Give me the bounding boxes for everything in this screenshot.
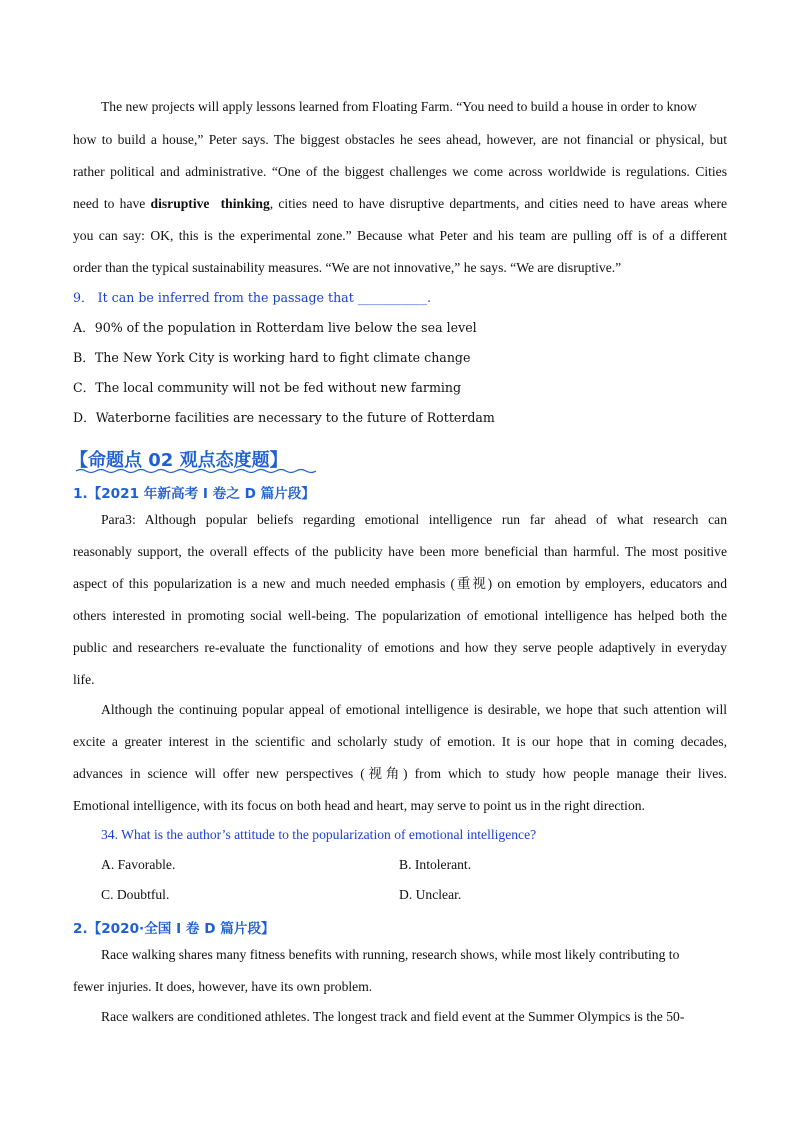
option-d: D．Waterborne facilities are necessary to the future of Rotterdam [73, 410, 495, 425]
passage-line: life. [73, 672, 95, 687]
section-header-text: 【命题点 02 观点态度题】 [70, 450, 288, 471]
bold-phrase: disruptive thinking [150, 196, 270, 211]
passage-line: fewer injuries. It does, however, have its own problem. [73, 979, 373, 994]
item-2-title: 2.【2020·全国 I 卷 D 篇片段】 [73, 921, 275, 937]
passage-line: Race walking shares many fitness benefits with running, research shows, while most likely contributing to [101, 947, 680, 962]
section-header [70, 446, 288, 472]
option-b: B. Intolerant. [399, 857, 472, 872]
option-c: C. Doubtful. [101, 887, 170, 902]
text-run: need to have [73, 196, 151, 211]
option-c: C．The local community will not be fed without new farming [73, 380, 462, 395]
passage-line: reasonably support, the overall effects of the publicity have been more beneficial than harmful. The most positive [73, 544, 727, 559]
question-9-stem: 9． It can be inferred from the passage that ___________. [73, 290, 432, 305]
text-run: , cities need to have disruptive departments, and cities need to have areas where [269, 196, 728, 211]
passage-line: you can say: OK, this is the experimental zone.” Because what Peter and his team are pulling off is of a different [73, 228, 727, 243]
passage-line: Although the continuing popular appeal of emotional intelligence is desirable, we hope that such attention will [101, 702, 727, 717]
passage-line: The new projects will apply lessons learned from Floating Farm. “You need to build a house in order to know [101, 99, 697, 114]
passage-line: order than the typical sustainability measures. “We are not innovative,” he says. “We are disruptive.” [73, 260, 622, 275]
passage-line: excite a greater interest in the scientific and scholarly study of emotion. It is our hope that in coming decades, [73, 734, 727, 749]
passage-line: how to build a house,” Peter says. The biggest obstacles he sees ahead, however, are not financial or physical, but [73, 132, 727, 147]
passage-line: advances in science will offer new perspectives (视角) from which to study how people manage their lives. [73, 766, 727, 781]
option-d: D. Unclear. [399, 887, 462, 902]
item-1-title: 1.【2021 年新高考 I 卷之 D 篇片段】 [73, 486, 315, 502]
passage-line: public and researchers re-evaluate the functionality of emotions and how they serve people adaptively in everyday [73, 640, 727, 655]
wavy-underline-icon [76, 468, 316, 474]
passage-line: Para3: Although popular beliefs regarding emotional intelligence run far ahead of what research can [101, 512, 727, 527]
option-b: B．The New York City is working hard to fight climate change [73, 350, 471, 365]
question-34-stem: 34. What is the author’s attitude to the popularization of emotional intelligence? [101, 827, 537, 842]
passage-line: Race walkers are conditioned athletes. The longest track and field event at the Summer Olympics is the 50- [101, 1009, 685, 1024]
option-a: A．90% of the population in Rotterdam live below the sea level [73, 320, 477, 335]
passage-line [73, 196, 727, 212]
passage-line: others interested in promoting social well-being. The popularization of emotional intelligence has helped both the [73, 608, 727, 623]
passage-line: rather political and administrative. “One of the biggest challenges we come across worldwide is regulations. Cities [73, 164, 727, 179]
option-a: A. Favorable. [101, 857, 176, 872]
passage-line: aspect of this popularization is a new and much needed emphasis (重视) on emotion by employers, educators and [73, 576, 727, 591]
passage-line: Emotional intelligence, with its focus on both head and heart, may serve to point us in the right direction. [73, 798, 645, 813]
